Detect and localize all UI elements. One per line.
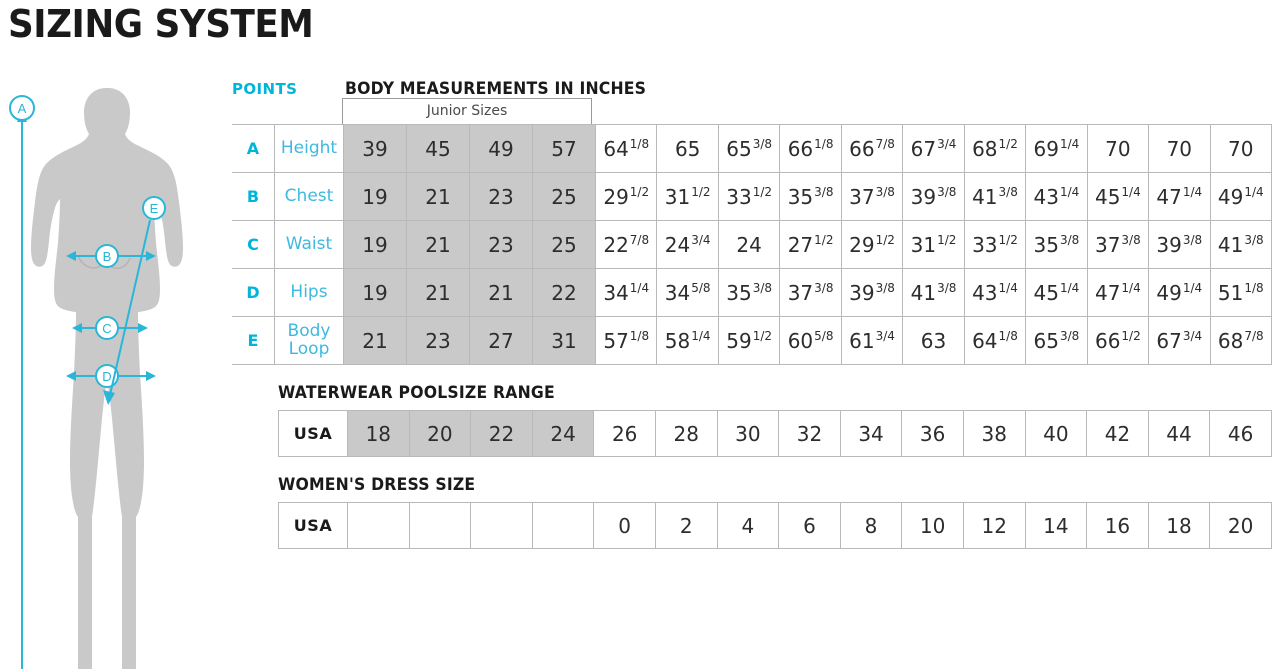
row-point-letter: E bbox=[232, 317, 275, 365]
size-cell: 14 bbox=[1025, 503, 1087, 549]
junior-size-cell: 39 bbox=[344, 125, 407, 173]
size-cell: 46 bbox=[1210, 411, 1272, 457]
junior-size-cell: 19 bbox=[344, 269, 407, 317]
measurement-cell: $39^{3/8}$ bbox=[841, 269, 902, 317]
row-point-letter: C bbox=[232, 221, 275, 269]
measurement-cell: $37^{3/8}$ bbox=[841, 173, 902, 221]
size-cell: 12 bbox=[963, 503, 1025, 549]
measurement-cell: $37^{3/8}$ bbox=[780, 269, 841, 317]
size-cell: 38 bbox=[963, 411, 1025, 457]
measurement-cell: $61^{3/4}$ bbox=[841, 317, 902, 365]
measurement-cell: $49^{1/4}$ bbox=[1149, 269, 1210, 317]
table-headers bbox=[232, 72, 1272, 98]
measurement-cell: $60^{5/8}$ bbox=[780, 317, 841, 365]
size-cell: 30 bbox=[717, 411, 779, 457]
size-cell: 40 bbox=[1025, 411, 1087, 457]
size-cell: 42 bbox=[1087, 411, 1149, 457]
size-cell: 10 bbox=[902, 503, 964, 549]
measurement-cell: $43^{1/4}$ bbox=[1026, 173, 1087, 221]
waterwear-poolsize-table bbox=[278, 410, 1272, 457]
size-cell: 36 bbox=[902, 411, 964, 457]
measurement-cell: $39^{3/8}$ bbox=[903, 173, 964, 221]
point-label-d: D bbox=[102, 369, 112, 384]
measurement-cell: $31^{1/2}$ bbox=[657, 173, 718, 221]
junior-size-cell: 20 bbox=[409, 411, 471, 457]
empty-cell bbox=[532, 503, 594, 549]
table-row bbox=[232, 317, 1272, 365]
table-row bbox=[279, 503, 1272, 549]
measurement-cell: $57^{1/8}$ bbox=[596, 317, 657, 365]
table-row bbox=[232, 269, 1272, 317]
point-label-c: C bbox=[102, 321, 112, 336]
page-title: SIZING SYSTEM bbox=[8, 2, 314, 46]
empty-cell bbox=[348, 503, 410, 549]
empty-cell bbox=[471, 503, 533, 549]
row-measurement-name: Body Loop bbox=[275, 317, 344, 365]
measurement-cell: $35^{3/8}$ bbox=[718, 269, 779, 317]
row-measurement-name: Chest bbox=[275, 173, 344, 221]
measurement-cell: 63 bbox=[903, 317, 964, 365]
junior-size-cell: 19 bbox=[344, 221, 407, 269]
body-diagram bbox=[0, 60, 225, 669]
table-row bbox=[232, 173, 1272, 221]
size-cell: 28 bbox=[655, 411, 717, 457]
measurement-cell: $66^{1/8}$ bbox=[780, 125, 841, 173]
junior-size-cell: 25 bbox=[533, 221, 596, 269]
measurement-cell: 70 bbox=[1149, 125, 1210, 173]
measurement-cell: $65^{3/8}$ bbox=[718, 125, 779, 173]
measurement-cell: $66^{1/2}$ bbox=[1087, 317, 1148, 365]
junior-size-cell: 25 bbox=[533, 173, 596, 221]
point-label-e: E bbox=[149, 201, 159, 216]
measurement-cell: $22^{7/8}$ bbox=[596, 221, 657, 269]
row-measurement-name: Waist bbox=[275, 221, 344, 269]
junior-size-cell: 22 bbox=[471, 411, 533, 457]
junior-size-cell: 23 bbox=[470, 173, 533, 221]
size-cell: 20 bbox=[1210, 503, 1272, 549]
measurement-cell: $41^{3/8}$ bbox=[964, 173, 1025, 221]
measurement-cell: 24 bbox=[718, 221, 779, 269]
measurement-cell: $41^{3/8}$ bbox=[903, 269, 964, 317]
junior-size-cell: 57 bbox=[533, 125, 596, 173]
measurement-cell: $31^{1/2}$ bbox=[903, 221, 964, 269]
junior-size-cell: 24 bbox=[532, 411, 594, 457]
womens-dress-size-table bbox=[278, 502, 1272, 549]
empty-cell bbox=[409, 503, 471, 549]
measurement-cell: $37^{3/8}$ bbox=[1087, 221, 1148, 269]
measurement-cell: $47^{1/4}$ bbox=[1149, 173, 1210, 221]
table-row bbox=[279, 411, 1272, 457]
row-measurement-name: Hips bbox=[275, 269, 344, 317]
measurement-cell: $29^{1/2}$ bbox=[596, 173, 657, 221]
row-label-usa: USA bbox=[279, 503, 348, 549]
measurement-cell: $45^{1/4}$ bbox=[1026, 269, 1087, 317]
size-cell: 34 bbox=[840, 411, 902, 457]
row-point-letter: D bbox=[232, 269, 275, 317]
junior-sizes-label: Junior Sizes bbox=[426, 103, 508, 119]
junior-size-cell: 21 bbox=[344, 317, 407, 365]
junior-size-cell: 22 bbox=[533, 269, 596, 317]
size-cell: 6 bbox=[779, 503, 841, 549]
measurement-cell: $43^{1/4}$ bbox=[964, 269, 1025, 317]
point-label-b: B bbox=[102, 249, 112, 264]
measurement-cell: $67^{3/4}$ bbox=[903, 125, 964, 173]
measurement-cell: $39^{3/8}$ bbox=[1149, 221, 1210, 269]
female-body-illustration bbox=[0, 60, 225, 669]
junior-size-cell: 23 bbox=[470, 221, 533, 269]
measurement-cell: $69^{1/4}$ bbox=[1026, 125, 1087, 173]
junior-size-cell: 23 bbox=[407, 317, 470, 365]
point-label-a: A bbox=[17, 101, 27, 116]
body-measurements-table bbox=[232, 124, 1272, 365]
size-cell: 2 bbox=[655, 503, 717, 549]
junior-size-cell: 21 bbox=[470, 269, 533, 317]
junior-size-cell: 31 bbox=[533, 317, 596, 365]
row-point-letter: A bbox=[232, 125, 275, 173]
size-cell: 4 bbox=[717, 503, 779, 549]
measurement-cell: $65^{3/8}$ bbox=[1026, 317, 1087, 365]
points-header: POINTS bbox=[232, 80, 298, 98]
measurement-cell: $64^{1/8}$ bbox=[964, 317, 1025, 365]
size-cell: 44 bbox=[1148, 411, 1210, 457]
junior-size-cell: 21 bbox=[407, 221, 470, 269]
size-cell: 0 bbox=[594, 503, 656, 549]
measurement-cell: $41^{3/8}$ bbox=[1210, 221, 1271, 269]
size-cell: 16 bbox=[1087, 503, 1149, 549]
junior-size-cell: 45 bbox=[407, 125, 470, 173]
row-measurement-name: Height bbox=[275, 125, 344, 173]
measurement-cell: 65 bbox=[657, 125, 718, 173]
measurement-cell: $27^{1/2}$ bbox=[780, 221, 841, 269]
measurement-cell: 70 bbox=[1087, 125, 1148, 173]
measurement-cell: 70 bbox=[1210, 125, 1271, 173]
tables-region bbox=[232, 72, 1272, 549]
size-cell: 26 bbox=[594, 411, 656, 457]
measurement-cell: $64^{1/8}$ bbox=[596, 125, 657, 173]
measurement-cell: $29^{1/2}$ bbox=[841, 221, 902, 269]
measurement-cell: $68^{1/2}$ bbox=[964, 125, 1025, 173]
measurement-cell: $45^{1/4}$ bbox=[1087, 173, 1148, 221]
measurement-cell: $33^{1/2}$ bbox=[964, 221, 1025, 269]
body-measurements-header: BODY MEASUREMENTS IN INCHES bbox=[345, 79, 647, 98]
dress-size-title: WOMEN'S DRESS SIZE bbox=[278, 475, 476, 494]
measurement-cell: $68^{7/8}$ bbox=[1210, 317, 1271, 365]
measurement-cell: $35^{3/8}$ bbox=[1026, 221, 1087, 269]
junior-size-cell: 18 bbox=[348, 411, 410, 457]
poolsize-title: WATERWEAR POOLSIZE RANGE bbox=[278, 383, 555, 402]
measurement-cell: $33^{1/2}$ bbox=[718, 173, 779, 221]
measurement-cell: $47^{1/4}$ bbox=[1087, 269, 1148, 317]
size-cell: 18 bbox=[1148, 503, 1210, 549]
measurement-cell: $67^{3/4}$ bbox=[1149, 317, 1210, 365]
measurement-cell: $59^{1/2}$ bbox=[718, 317, 779, 365]
size-cell: 8 bbox=[840, 503, 902, 549]
measurement-cell: $34^{1/4}$ bbox=[596, 269, 657, 317]
measurement-cell: $49^{1/4}$ bbox=[1210, 173, 1271, 221]
junior-size-cell: 49 bbox=[470, 125, 533, 173]
table-row bbox=[232, 221, 1272, 269]
row-point-letter: B bbox=[232, 173, 275, 221]
measurement-cell: $24^{3/4}$ bbox=[657, 221, 718, 269]
table-row bbox=[232, 125, 1272, 173]
junior-size-cell: 21 bbox=[407, 173, 470, 221]
junior-sizes-bracket bbox=[342, 98, 592, 124]
measure-line-a bbox=[10, 96, 34, 669]
junior-size-cell: 19 bbox=[344, 173, 407, 221]
measurement-cell: $66^{7/8}$ bbox=[841, 125, 902, 173]
junior-size-cell: 21 bbox=[407, 269, 470, 317]
measurement-cell: $35^{3/8}$ bbox=[780, 173, 841, 221]
row-label-usa: USA bbox=[279, 411, 348, 457]
measurement-cell: $58^{1/4}$ bbox=[657, 317, 718, 365]
size-cell: 32 bbox=[779, 411, 841, 457]
measurement-cell: $51^{1/8}$ bbox=[1210, 269, 1271, 317]
measurement-cell: $34^{5/8}$ bbox=[657, 269, 718, 317]
junior-size-cell: 27 bbox=[470, 317, 533, 365]
